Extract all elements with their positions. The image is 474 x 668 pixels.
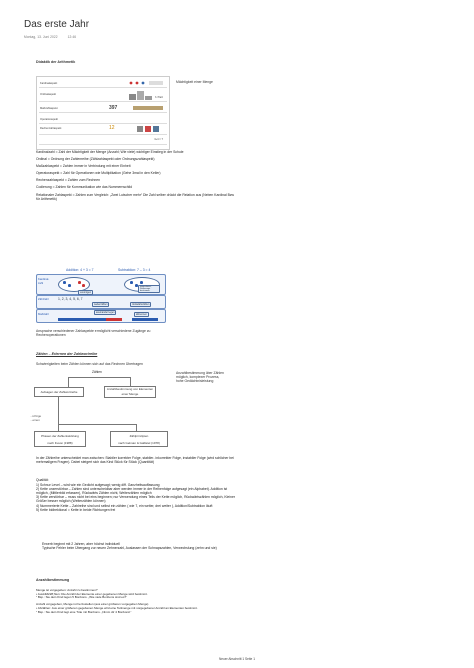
fuson-box: Phasen der Zahlentwicklung nach Fuson (1988) [34, 431, 86, 447]
diagram-left-box: Aufsagen der Zahlwortreihe [34, 387, 84, 397]
section-heading-anzahl: Anzahlbestimmung [36, 578, 70, 582]
diagram-root: Zählen [92, 370, 102, 374]
bar-red [106, 318, 122, 321]
figure-row: 3+4 = 7 [39, 136, 167, 145]
bar-blue [132, 318, 158, 321]
zahlaspekte-figure [36, 76, 170, 150]
diagram-right-box: Anzahlbestimmung von Elementen einer Menge [104, 386, 156, 398]
page-timestamp [24, 35, 76, 39]
figure-row: Maßzahlaspekt 397 [39, 104, 167, 113]
page-title: Das erste Jahr [24, 19, 90, 30]
zaehlen-intro: Schwierigkeiten beim Zählen können sich auf das Rechnen Übertragen [36, 362, 143, 366]
side-note-maechtigkeit: Mächtigkeit einer Menge [176, 80, 213, 84]
bar-blue [58, 318, 106, 321]
section-heading-didaktik: Didaktik der Arithmetik [36, 60, 76, 64]
rechenoperationen-figure: Addition: 4 + 3 = 7 Subtraktion: 7 – 3 = 4 Kardinal-zahl vereinigen wegnehmen, Restmenge bestimmen Zählzahl 1, 2, 3, 4, 5, 6, 7 weiterzählen rückwärtszählen Maßzahl aneinander legen abtrennen [36, 268, 164, 328]
figure-row: Kardinalaspekt [39, 79, 167, 88]
section-heading-zaehlen: Zählen – Erlernen der Zahlwortreihe [36, 352, 98, 356]
scale-icon [131, 105, 165, 111]
page-time: 12:46 [67, 35, 77, 39]
side-note-anzahl: Anzahlbestimmung über Zählen möglich, komplexer Prozess, hohe Gedächtnisleistung [176, 371, 224, 384]
page-footer: Neuer Abschnitt 1 Seite 1 [219, 657, 255, 661]
figure2-caption: Ansprache verschiedener Zahlaspekte ermöglicht verschiedene Zugänge zu Rechenoperationen [36, 329, 151, 338]
number-sequence: 1, 2, 3, 4, 5, 6, 7 [58, 297, 83, 301]
diagram-margin-note: ...ichtige ...einen [30, 414, 42, 422]
anzahl-text: Menge ist vorgegeben: Anzahl zu bestimmen? • Ausz&#228;hlen: Die Anzahl der Elemente einer gegebenen Menge wird bestimmt. " Bsp.: Sie dein Kind legen 5 Bonbons. „Wie viele Bonbons sind es?“ Anzahl vorgegeben, Menge ist herzustellen (aus einer größeren vorgegeben Menge) • Abzählen: Aus einer größeren gegebenen Menge wird eine Teilmenge mit vorgegebener Anzahl an Elementen bestimmt. " Bsp.: Sie dein Kind legt eine Tüte mit Bonbons. „Nimm dir 4 Bonbons!“ [36, 588, 198, 614]
aspekte-list: Kardinalzahl = Zahl der Mächtigkeit der Menge (Anzahl; Wie viele) wichtiger Einstieg in der Schule Ordinal = Ordnung der Zahlenreihe (Zählzahlaspekt oder Ordnungszahlaspekt) Maßzahlaspekt = Zahlen immer in Verbindung mit einer Einheit Operatoraspekt = Zahl für Operationen wie Multiplikation (Gehe 3mal in den Keller) Rechenzahlaspekt = Zahlen zum Rechnen Codierung = Zahlen für Kommunikation wie das Nummernschild Relationaler Zahlaspekt = Zahlen zum Vergleich: „Zwei Lutscher mehr“ Die Zahl selber drückt die Relation aus (Neben Kardinal Bzw für Arithmetik) [36, 150, 234, 201]
dots-icon [125, 80, 165, 86]
erwerb-notes: Erwerb beginnt mit 2 Jahren, aber höchst individuell Typische Fehler beim Übergang zur neuen Zehnerzahl, Auslassen der Schnapszahlen, Verwechslung (zehn und sie) [42, 542, 217, 551]
figure-row: Rechenzahlaspekt 12 [39, 124, 167, 135]
page-date: Montag, 13. Juni 2022 [24, 35, 58, 39]
qualitaet-list: Qualität: 1) Schnur Level – wird wie ein Gedicht aufgesagt; wenig diff. Ganzheitsauffassung 2) Kette unzerstörbar – Zahlen sind unterscheidbar aber werden immer in der Reihenfolge aufgesagt (ein Alphabet). Addition ist möglich, (Mittlerbild erfassen), Rückwärts Zählen nicht, Weiterzählen möglich 3) Kette zerstörbar – muss nicht bei eins beginnen; nur Verwendung eines Teils der Kette möglich, Rückwärtszählen möglich, Kleiner Größer besser möglich (Weiterzählen können) 4) Nummerierte Kette – Zahlreihe sind und selbst ein zählen ( wie 7, ein weiter, drei weiter ), Addition/Subtraktion läuft 5) Kette bidirektional = Kette in beide Richtungen frei [36, 478, 235, 512]
figure-row: Ordinalaspekt 3. Platz [39, 89, 167, 102]
figure-row: Operatoraspekt [39, 115, 167, 124]
subtraction-label: Subtraktion: 7 – 3 = 4 [118, 268, 151, 272]
pictures-icon [135, 125, 165, 131]
addition-label: Addition: 4 + 3 = 7 [66, 268, 94, 272]
zaehlreihe-text: In der Zählreihe unterscheidet man zwischen: Stabiler korrekter Folge, stabiler- inkorrekter Folge, instabiler Folge (wird schlicher bei mehrmaligem Fragen). Dabei steigert sich das Kind Stück für Stück (Quantität) [36, 456, 234, 465]
gelman-box: Zählprinzipien nach Gelman & Gallistel (1978) [110, 431, 168, 447]
